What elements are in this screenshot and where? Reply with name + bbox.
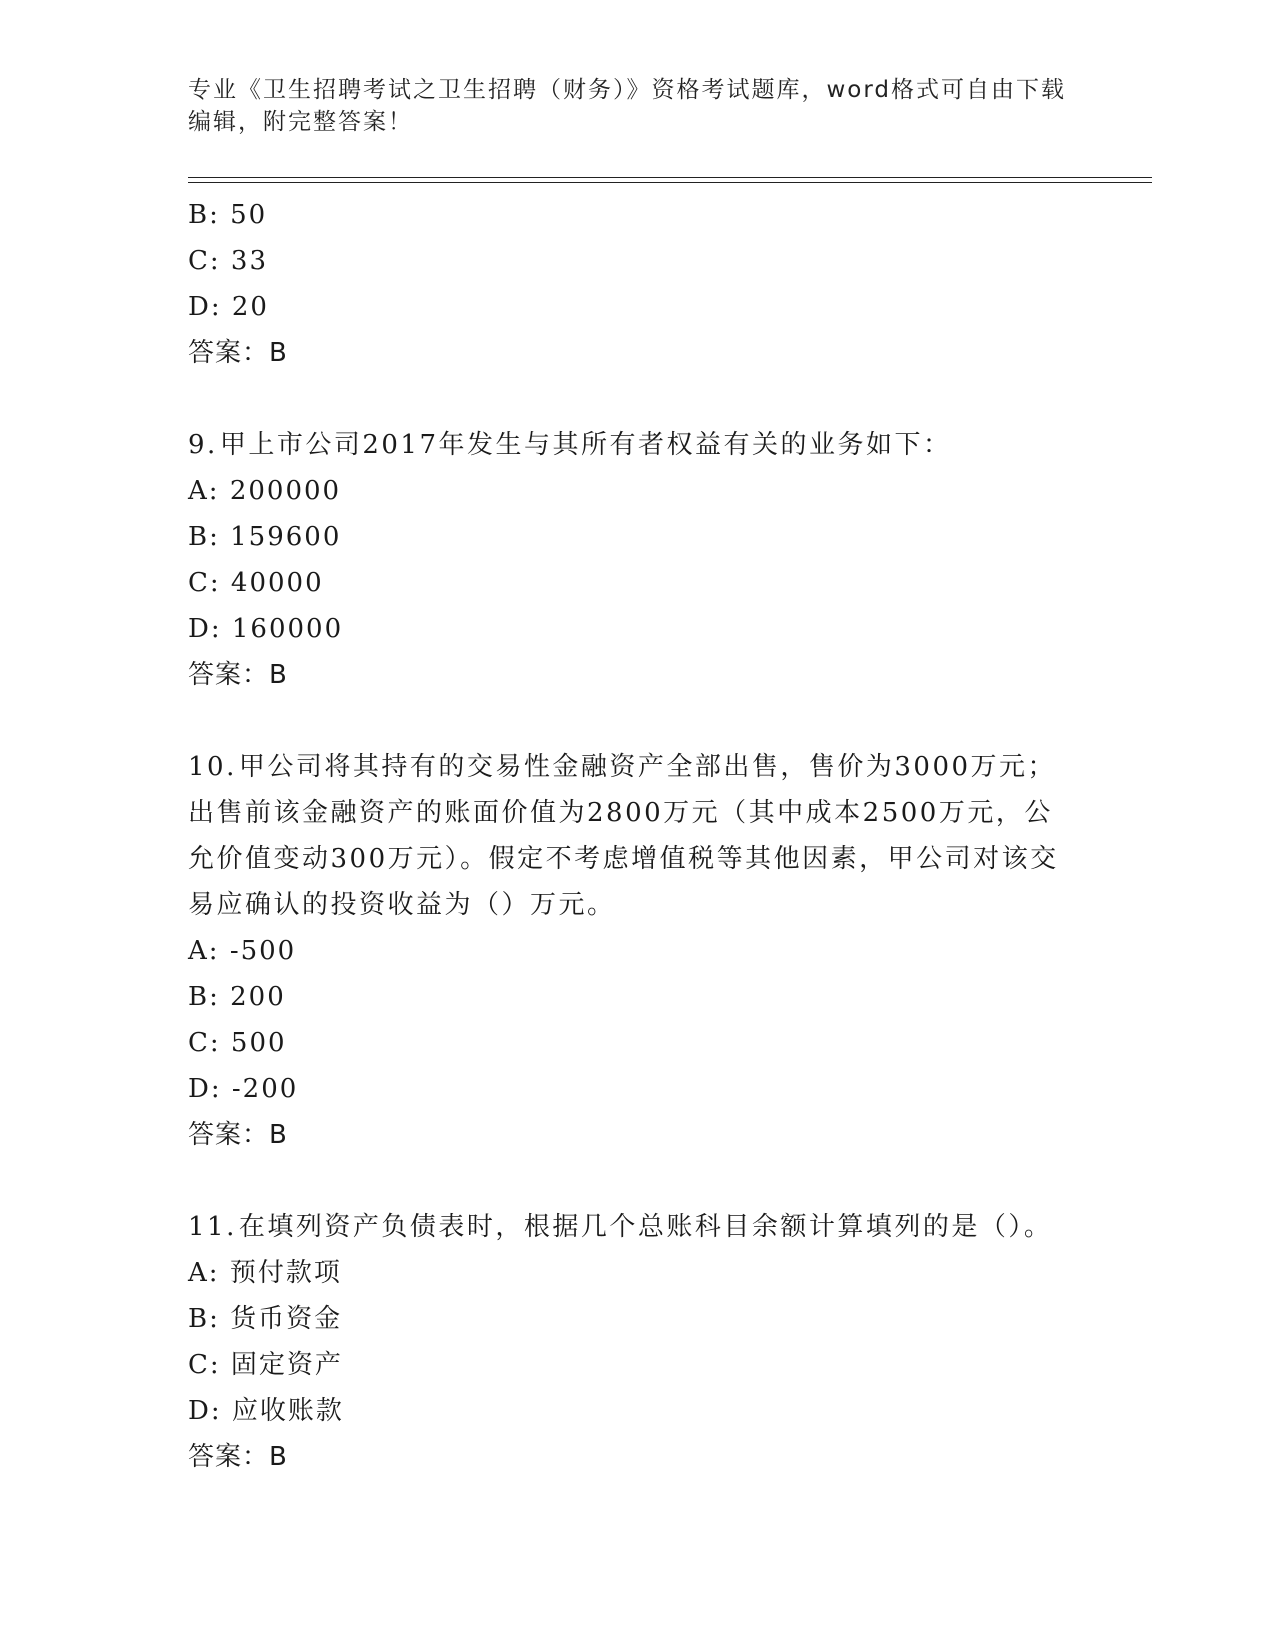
option-text: 40000: [230, 568, 324, 598]
answer: 答案：B: [188, 1442, 288, 1472]
option-b: [188, 514, 1088, 560]
option-text: 159600: [230, 522, 342, 552]
question-number: 9.: [188, 430, 218, 460]
question-9: [188, 422, 1088, 698]
answer: 答案：B: [188, 338, 288, 368]
option-c: [188, 560, 1088, 606]
option-b: [188, 192, 1088, 238]
option-label: B:: [188, 982, 220, 1012]
option-b: [188, 1296, 1088, 1342]
option-label: C:: [188, 1028, 221, 1058]
question-number: 10.: [188, 752, 237, 782]
option-text: 20: [231, 292, 269, 322]
option-text: -500: [229, 936, 297, 966]
option-b: [188, 974, 1088, 1020]
answer: 答案：B: [188, 1120, 288, 1150]
question-stem: [188, 744, 1068, 928]
answer: 答案：B: [188, 660, 288, 690]
question-number: 11.: [188, 1212, 237, 1242]
question-stem: [188, 422, 1068, 468]
option-d: [188, 284, 1088, 330]
option-text: 200: [230, 982, 286, 1012]
document-header: [188, 74, 1088, 138]
option-text: 固定资产: [230, 1350, 343, 1380]
option-text: 应收账款: [231, 1396, 344, 1426]
option-c: [188, 1020, 1088, 1066]
header-line-1: 专业《卫生招聘考试之卫生招聘（财务）》资格考试题库，word格式可自由下载: [188, 77, 1067, 103]
question-content: [188, 192, 1088, 1480]
option-text: 预付款项: [229, 1258, 342, 1288]
option-label: A:: [188, 476, 220, 506]
option-label: D:: [188, 1074, 222, 1104]
option-a: [188, 468, 1088, 514]
option-label: D:: [188, 614, 222, 644]
option-a: [188, 1250, 1088, 1296]
header-divider-top: [188, 177, 1152, 178]
question-10: [188, 744, 1088, 1158]
question-stem: [188, 1204, 1068, 1250]
option-text: 50: [230, 200, 268, 230]
header-line-2: 编辑，附完整答案！: [188, 109, 413, 135]
option-d: [188, 1388, 1088, 1434]
option-label: C:: [188, 568, 221, 598]
option-label: C:: [188, 246, 221, 276]
option-label: D:: [188, 292, 222, 322]
question-text: 甲公司将其持有的交易性金融资产全部出售，售价为3000万元；出售前该金融资产的账面价值为2800万元（其中成本2500万元，公允价值变动300万元）。假定不考虑增值税等其他因素，甲公司对该交易应确认的投资收益为（）万元。: [188, 752, 1059, 920]
option-label: A:: [188, 1258, 220, 1288]
option-text: 33: [230, 246, 269, 276]
header-divider-bottom: [188, 182, 1152, 183]
option-c: [188, 238, 1088, 284]
continued-question: [188, 192, 1088, 376]
option-label: B:: [188, 200, 220, 230]
question-11: [188, 1204, 1088, 1480]
option-label: A:: [188, 936, 220, 966]
option-text: -200: [231, 1074, 299, 1104]
option-text: 货币资金: [230, 1304, 343, 1334]
option-label: C:: [188, 1350, 221, 1380]
option-c: [188, 1342, 1088, 1388]
option-label: B:: [188, 1304, 220, 1334]
option-label: D:: [188, 1396, 222, 1426]
option-a: [188, 928, 1088, 974]
option-d: [188, 1066, 1088, 1112]
question-text: 在填列资产负债表时，根据几个总账科目余额计算填列的是（）。: [238, 1212, 1053, 1242]
option-d: [188, 606, 1088, 652]
question-text: 甲上市公司2017年发生与其所有者权益有关的业务如下：: [219, 430, 952, 460]
option-label: B:: [188, 522, 220, 552]
option-text: 500: [230, 1028, 287, 1058]
option-text: 160000: [231, 614, 344, 644]
option-text: 200000: [229, 476, 342, 506]
